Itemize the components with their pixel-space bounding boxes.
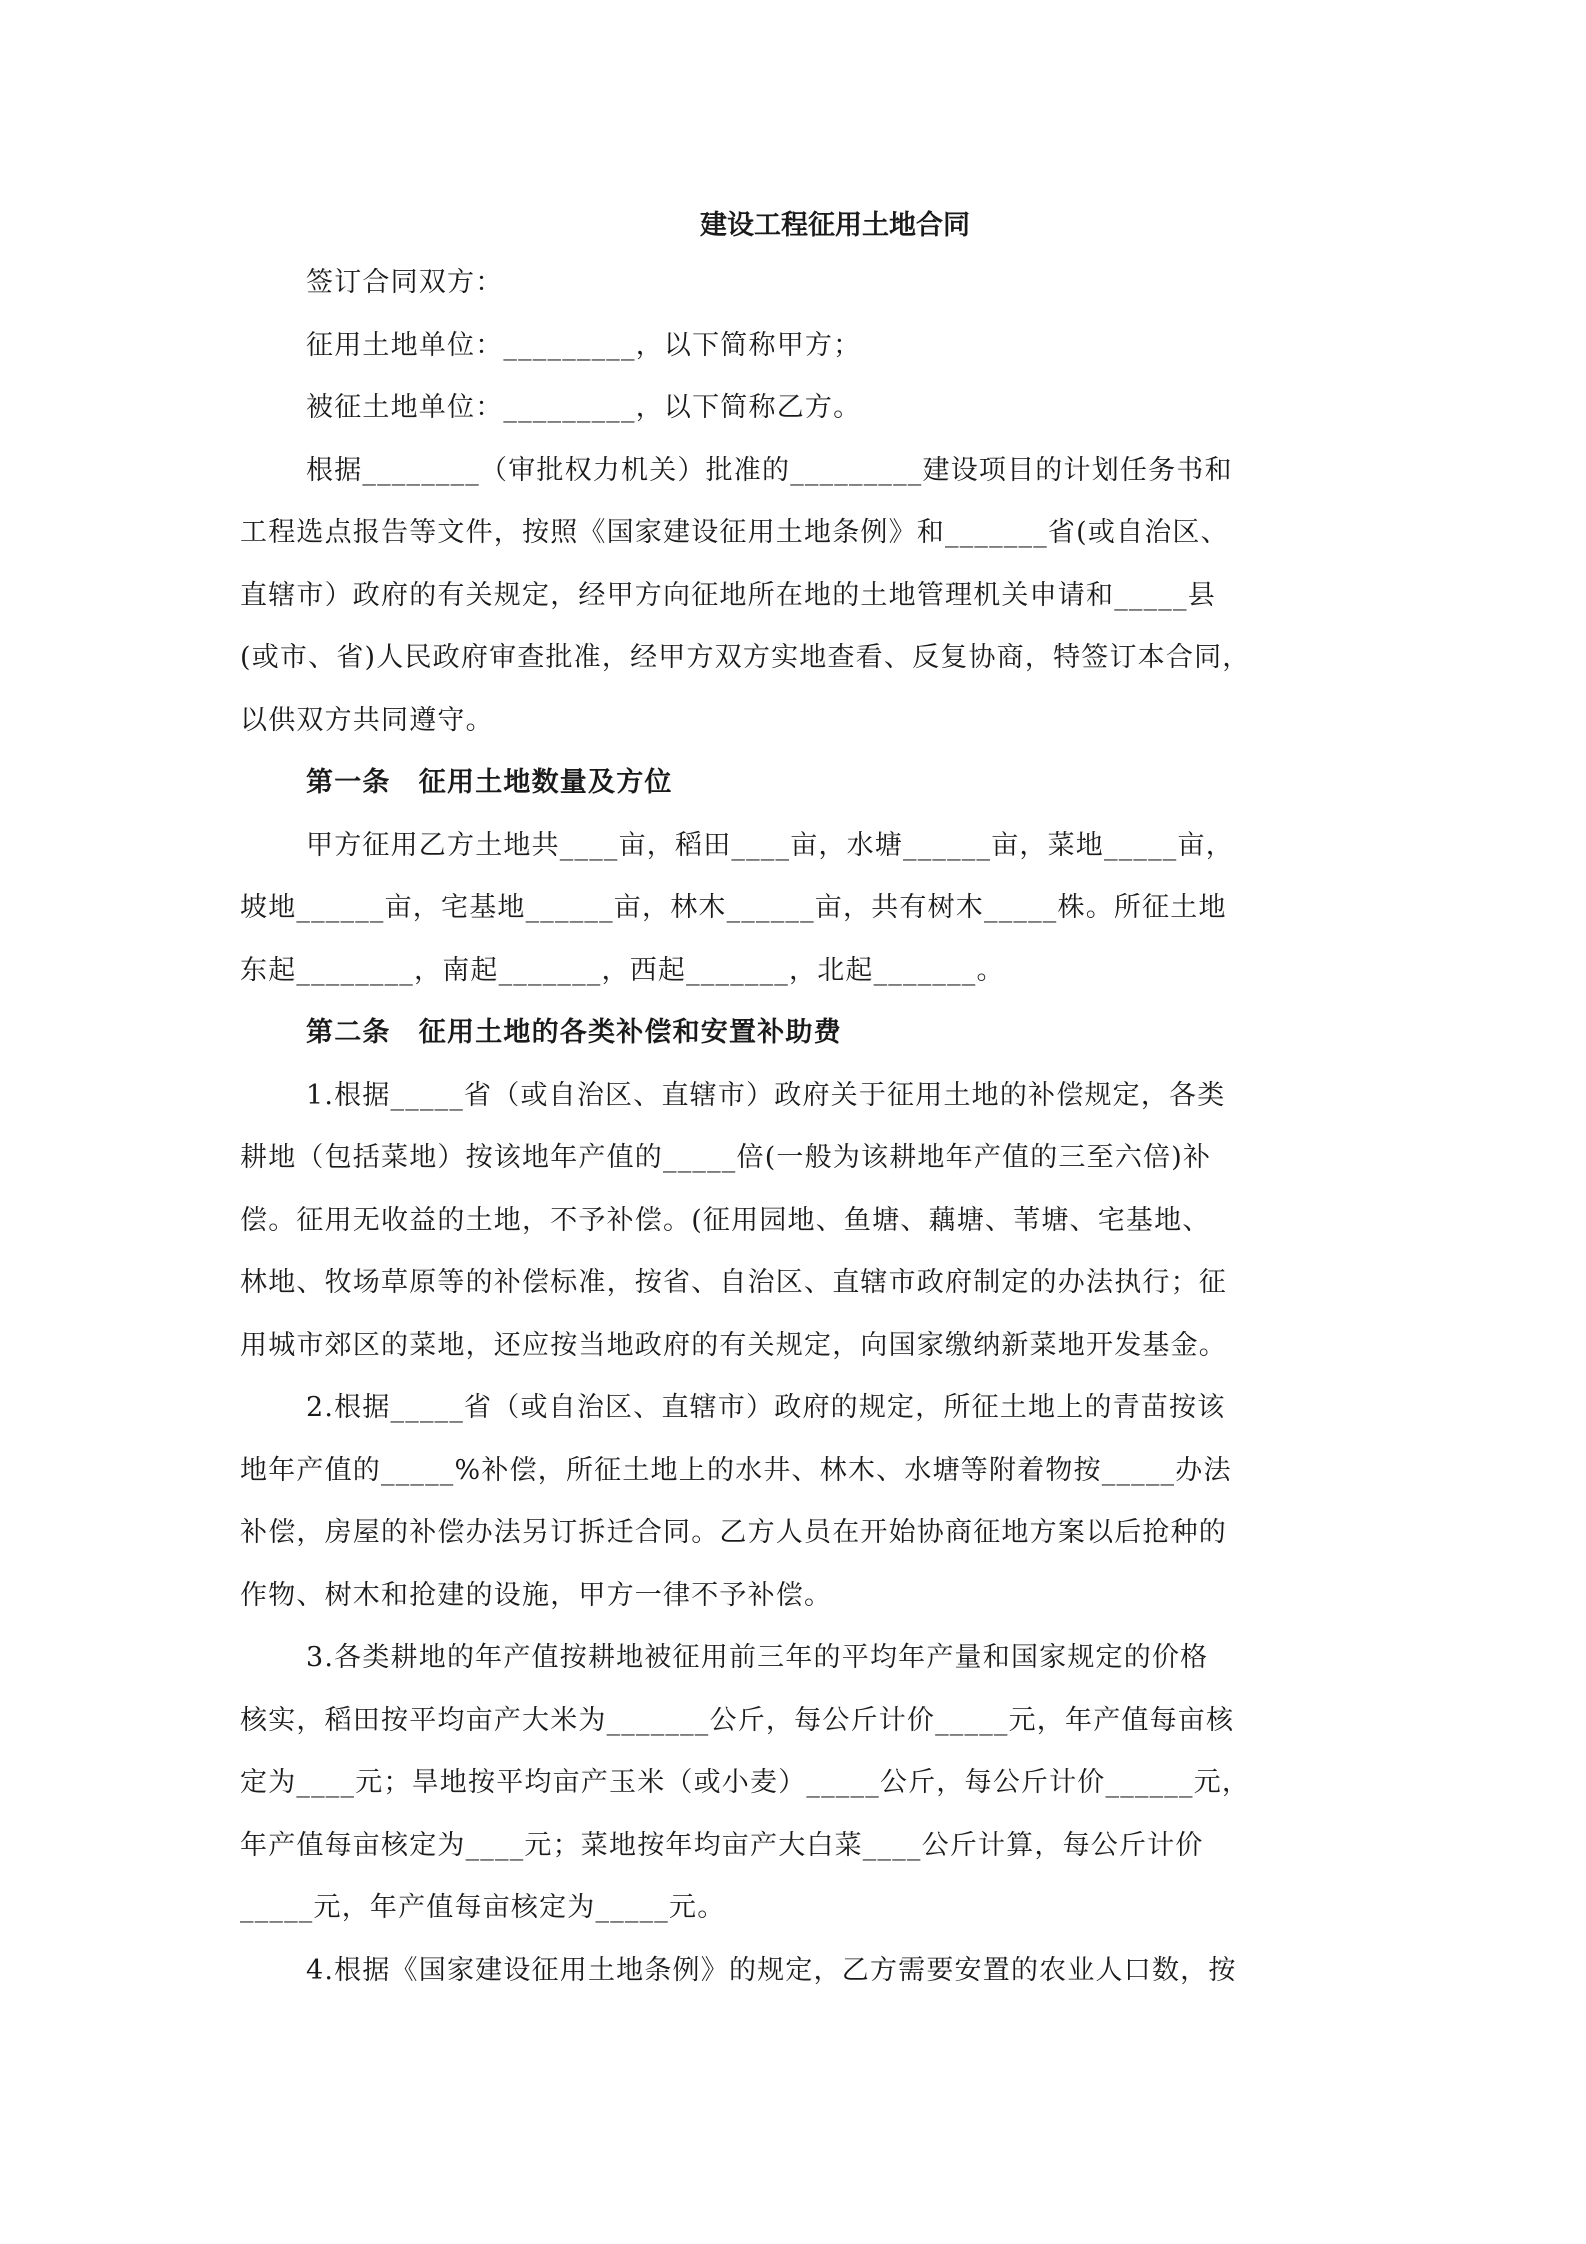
text-line: 偿。征用无收益的土地，不予补偿。(征用园地、鱼塘、藕塘、苇塘、宅基地、 <box>240 1204 1211 1236</box>
document-text <box>240 252 1350 2002</box>
text-line: 定为____元；旱地按平均亩产玉米（或小麦）_____公斤，每公斤计价______元， <box>240 1767 1251 1798</box>
text-line: 补偿，房屋的补偿办法另订拆迁合同。乙方人员在开始协商征地方案以后抢种的 <box>240 1517 1227 1548</box>
text-line: 林地、牧场草原等的补偿标准，按省、自治区、直辖市政府制定的办法执行；征 <box>240 1267 1227 1298</box>
text-line: 4.根据《国家建设征用土地条例》的规定，乙方需要安置的农业人口数，按 <box>306 1954 1237 1986</box>
section-heading: 第二条 征用土地的各类补偿和安置补助费 <box>306 1017 842 1048</box>
text-line: _____元，年产值每亩核定为_____元。 <box>240 1892 726 1923</box>
text-line: 1.根据_____省（或自治区、直辖市）政府关于征用土地的补偿规定，各类 <box>306 1079 1226 1111</box>
text-line: 作物、树木和抢建的设施，甲方一律不予补偿。 <box>240 1579 833 1611</box>
text-line: 甲方征用乙方土地共____亩，稻田____亩，水塘______亩，菜地_____亩， <box>306 829 1234 861</box>
text-line: 根据________（审批权力机关）批准的_________建设项目的计划任务书和 <box>306 454 1233 486</box>
text-line: 年产值每亩核定为____元；菜地按年均亩产大白菜____公斤计算，每公斤计价 <box>240 1829 1204 1861</box>
text-line: 坡地______亩，宅基地______亩，林木______亩，共有树木_____株。所征土地 <box>240 892 1227 923</box>
text-line: 被征土地单位：_________，以下简称乙方。 <box>306 392 862 423</box>
text-line: 地年产值的_____%补偿，所征土地上的水井、林木、水塘等附着物按_____办法 <box>240 1454 1232 1486</box>
document-title: 建设工程征用土地合同 <box>700 210 970 241</box>
text-line: 耕地（包括菜地）按该地年产值的_____倍(一般为该耕地年产值的三至六倍)补 <box>240 1142 1212 1173</box>
text-line: 征用土地单位：_________，以下简称甲方； <box>306 329 862 361</box>
text-line: 2.根据_____省（或自治区、直辖市）政府的规定，所征土地上的青苗按该 <box>306 1392 1226 1423</box>
text-line: 3.各类耕地的年产值按耕地被征用前三年的平均年产量和国家规定的价格 <box>306 1642 1209 1673</box>
text-line: 核实，稻田按平均亩产大米为_______公斤，每公斤计价_____元，年产值每亩核 <box>240 1704 1235 1736</box>
text-line: 以供双方共同遵守。 <box>240 704 494 736</box>
text-line: 签订合同双方： <box>306 267 504 298</box>
text-line: 东起________，南起_______，西起_______，北起_______。 <box>240 954 1005 986</box>
text-line: 直辖市）政府的有关规定，经甲方向征地所在地的土地管理机关申请和_____县 <box>240 579 1216 611</box>
document-body <box>240 200 1350 2002</box>
text-line: (或市、省)人民政府审查批准，经甲方双方实地查看、反复协商，特签订本合同， <box>240 642 1251 673</box>
text-line: 工程选点报告等文件，按照《国家建设征用土地条例》和_______省(或自治区、 <box>240 517 1229 548</box>
text-line: 用城市郊区的菜地，还应按当地政府的有关规定，向国家缴纳新菜地开发基金。 <box>240 1329 1227 1361</box>
section-heading: 第一条 征用土地数量及方位 <box>306 767 673 798</box>
